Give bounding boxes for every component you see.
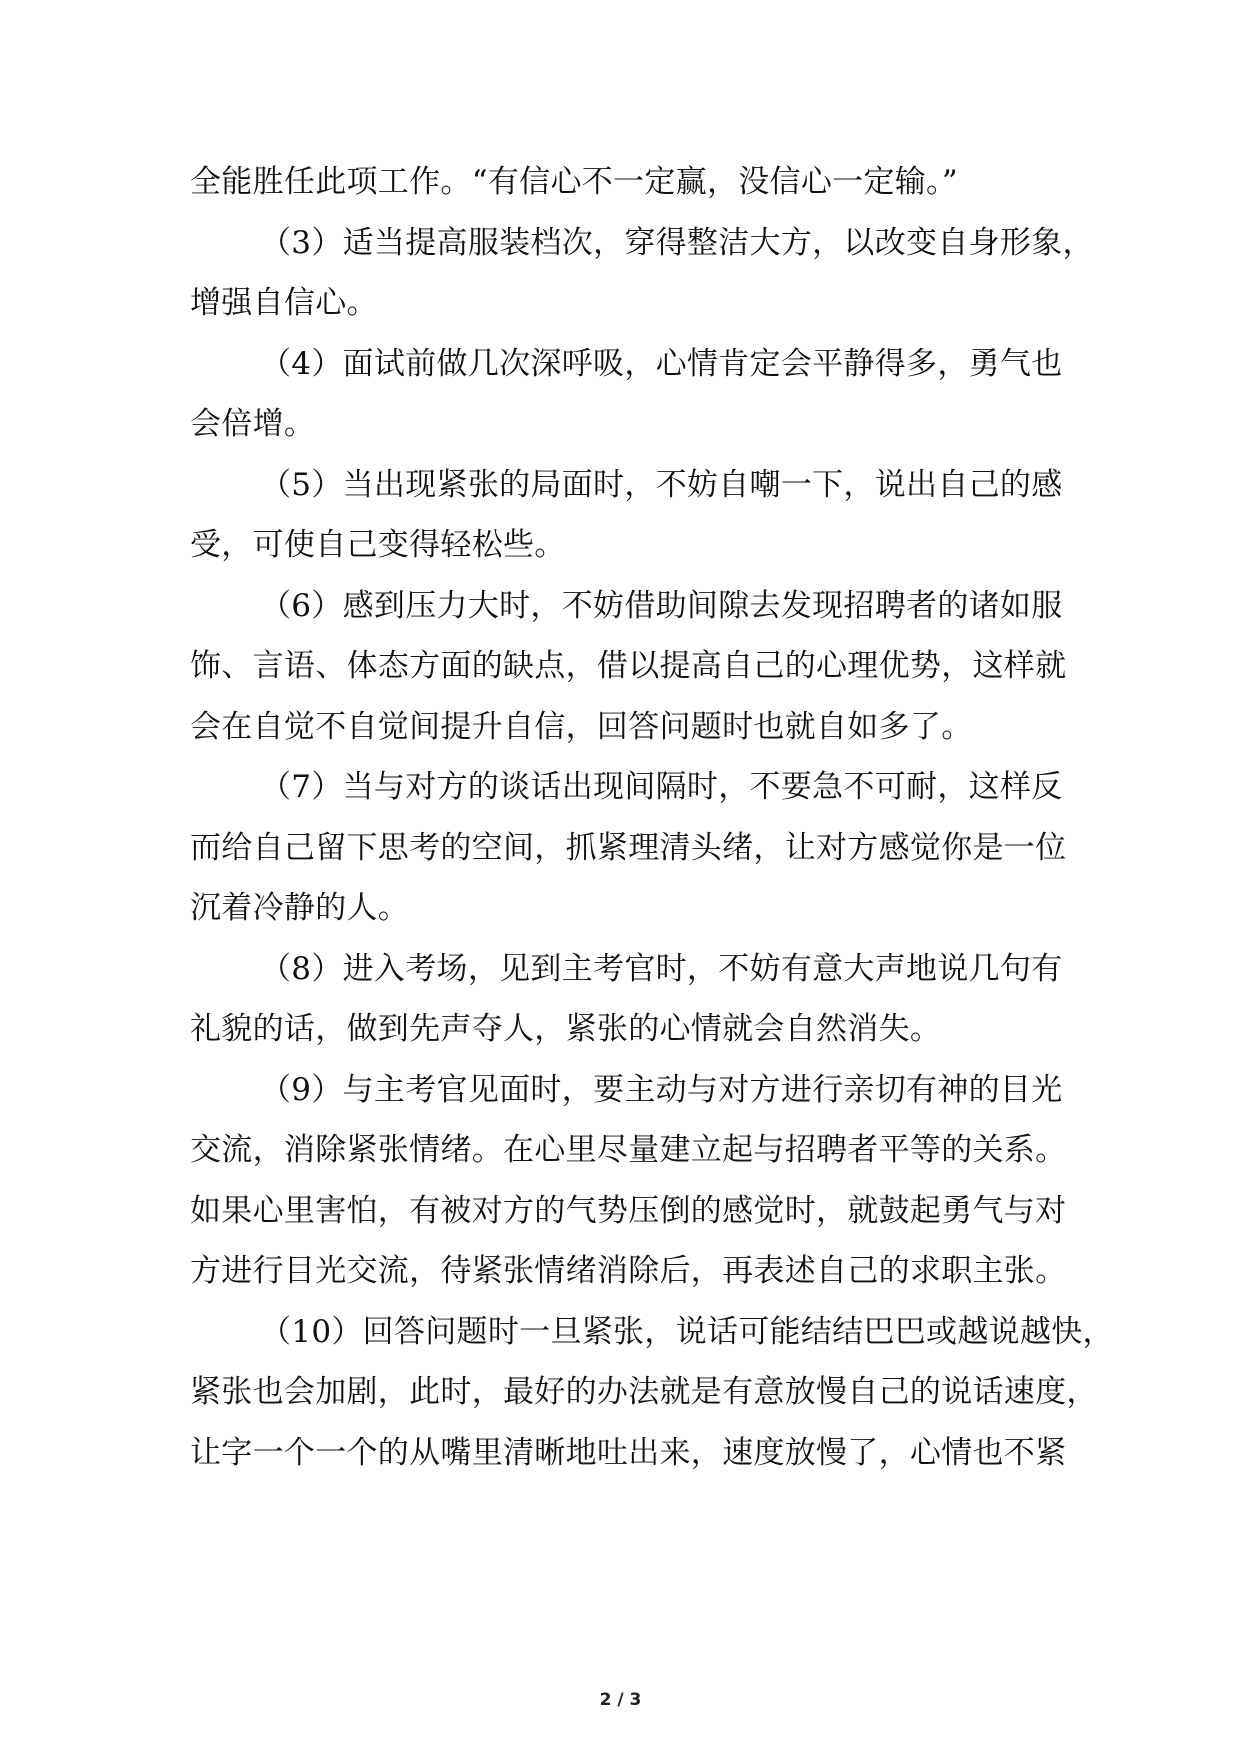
text-line: （3）适当提高服装档次，穿得整洁大方，以改变自身形象，	[260, 224, 1094, 261]
text-line: 而给自己留下思考的空间，抓紧理清头绪，让对方感觉你是一位	[190, 829, 1067, 866]
text-line: 礼貌的话，做到先声夺人，紧张的心情就会自然消失。	[190, 1011, 942, 1047]
text-line: 全能胜任此项工作。“有信心不一定赢，没信心一定输。”	[190, 164, 958, 200]
text-line: （10）回答问题时一旦紧张，说话可能结结巴巴或越说越快，	[260, 1313, 1114, 1350]
body-text	[190, 152, 1114, 1483]
text-line: 交流，消除紧张情绪。在心里尽量建立起与招聘者平等的关系。	[190, 1132, 1067, 1168]
text-line: （4）面试前做几次深呼吸，心情肯定会平静得多，勇气也	[260, 345, 1063, 382]
text-line: （8）进入考场，见到主考官时，不妨有意大声地说几句有	[260, 950, 1063, 987]
text-line: 增强自信心。	[190, 285, 378, 321]
text-line: （9）与主考官见面时，要主动与对方进行亲切有神的目光	[260, 1071, 1063, 1108]
text-line: 饰、言语、体态方面的缺点，借以提高自己的心理优势，这样就	[190, 648, 1067, 684]
text-line: 方进行目光交流，待紧张情绪消除后，再表述自己的求职主张。	[190, 1253, 1067, 1289]
text-line: 让字一个一个的从嘴里清晰地吐出来，速度放慢了，心情也不紧	[190, 1434, 1067, 1471]
text-line: （7）当与对方的谈话出现间隔时，不要急不可耐，这样反	[260, 769, 1063, 805]
text-line: 紧张也会加剧，此时，最好的办法就是有意放慢自己的说话速度，	[190, 1374, 1098, 1410]
text-line: 沉着冷静的人。	[190, 890, 410, 926]
text-line: （5）当出现紧张的局面时，不妨自嘲一下，说出自己的感	[260, 466, 1063, 503]
page-number: 2 / 3	[599, 1690, 642, 1710]
text-line: （6）感到压力大时，不妨借助间隙去发现招聘者的诸如服	[260, 587, 1063, 624]
text-line: 如果心里害怕，有被对方的气势压倒的感觉时，就鼓起勇气与对	[190, 1192, 1067, 1229]
text-line: 受，可使自己变得轻松些。	[190, 527, 566, 563]
text-line: 会在自觉不自觉间提升自信，回答问题时也就自如多了。	[190, 708, 973, 745]
text-line: 会倍增。	[190, 406, 316, 442]
